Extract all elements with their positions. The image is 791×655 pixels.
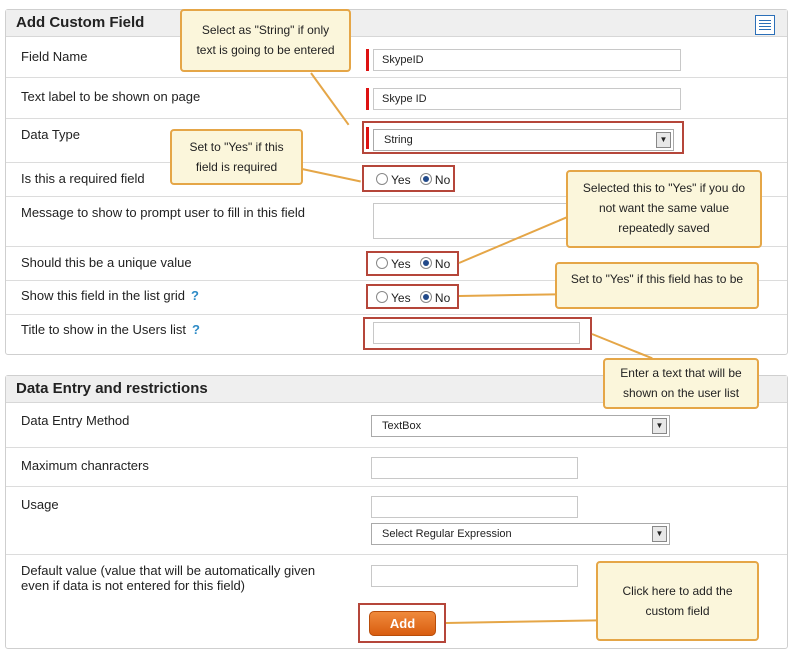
required-marker	[366, 49, 369, 71]
required-label: Is this a required field	[21, 171, 145, 186]
string-tip-callout	[180, 9, 351, 72]
required-tip-line2: field is required	[195, 160, 278, 174]
no-option[interactable]: No	[434, 291, 451, 305]
users-list-title-label-text: Title to show in the Users list	[21, 322, 186, 337]
yes-option[interactable]: Yes	[391, 173, 411, 187]
add-tip-line1: Click here to add the	[622, 584, 733, 598]
default-value-label-line1: Default value (value that will be automatically given	[21, 563, 316, 578]
no-option[interactable]: No	[434, 257, 451, 271]
unique-tip-line1: Selected this to "Yes" if you do	[582, 181, 746, 195]
radio-icon[interactable]	[376, 173, 388, 185]
panel-title: Data Entry and restrictions	[6, 376, 787, 403]
panel-title: Add Custom Field	[6, 10, 787, 37]
default-value-label	[21, 563, 315, 593]
unique-tip-line2: not want the same value	[598, 201, 730, 215]
users-list-title-label	[21, 322, 200, 337]
required-tip-line1: Set to "Yes" if this	[189, 140, 284, 154]
dropdown-arrow-icon: ▼	[656, 132, 671, 148]
regex-value: Select Regular Expression	[382, 528, 512, 540]
data-type-label: Data Type	[21, 127, 81, 142]
method-label: Data Entry Method	[21, 413, 130, 428]
max-chars-label: Maximum chanracters	[21, 458, 149, 473]
add-tip-callout	[596, 561, 759, 641]
list-tip-line1: Enter a text that will be	[620, 366, 742, 380]
regex-select[interactable]	[371, 523, 670, 545]
yes-option[interactable]: Yes	[391, 291, 411, 305]
unique-radio-group	[376, 257, 450, 271]
radio-icon[interactable]	[420, 173, 432, 185]
field-name-label: Field Name	[21, 49, 88, 64]
list-tip-line2: shown on the user list	[622, 386, 740, 400]
no-option[interactable]: No	[434, 173, 451, 187]
required-radio-group	[376, 173, 450, 187]
data-entry-method-select[interactable]	[371, 415, 670, 437]
data-type-value: String	[384, 134, 413, 146]
unique-tip-callout	[566, 170, 762, 248]
radio-icon[interactable]	[376, 257, 388, 269]
field-name-input[interactable]: SkypeID	[373, 49, 681, 71]
text-label-label: Text label to be shown on page	[21, 89, 201, 104]
users-list-title-input[interactable]	[373, 322, 580, 344]
unique-label: Should this be a unique value	[21, 255, 192, 270]
default-value-label-line2: even if data is not entered for this field)	[21, 578, 246, 593]
yes-option[interactable]: Yes	[391, 257, 411, 271]
default-value-input[interactable]	[371, 565, 578, 587]
radio-icon[interactable]	[420, 291, 432, 303]
string-tip-line1: Select as "String" if only	[201, 23, 330, 37]
required-marker	[366, 88, 369, 110]
usage-input[interactable]	[371, 496, 578, 518]
grid-tip-callout	[555, 262, 759, 309]
help-icon[interactable]: ?	[191, 288, 199, 303]
dropdown-arrow-icon: ▼	[652, 526, 667, 542]
list-grid-label	[21, 288, 199, 303]
list-tip-callout	[603, 358, 759, 409]
text-label-input[interactable]: Skype ID	[373, 88, 681, 110]
document-list-icon[interactable]	[755, 15, 775, 35]
unique-tip-line3: repeatedly saved	[618, 221, 710, 235]
data-type-select[interactable]	[373, 129, 674, 151]
grid-tip-line: Set to "Yes" if this field has to be	[570, 272, 744, 286]
list-grid-radio-group	[376, 291, 450, 305]
dropdown-arrow-icon: ▼	[652, 418, 667, 434]
add-button[interactable]: Add	[369, 611, 436, 636]
prompt-label: Message to show to prompt user to fill in this field	[21, 205, 305, 220]
radio-icon[interactable]	[376, 291, 388, 303]
radio-icon[interactable]	[420, 257, 432, 269]
add-tip-line2: custom field	[645, 604, 710, 618]
help-icon[interactable]: ?	[191, 322, 200, 337]
required-marker	[366, 127, 369, 149]
max-chars-input[interactable]	[371, 457, 578, 479]
usage-label: Usage	[21, 497, 59, 512]
data-entry-method-value: TextBox	[382, 420, 422, 432]
list-grid-label-text: Show this field in the list grid	[21, 288, 186, 303]
string-tip-line2: text is going to be entered	[196, 43, 335, 57]
required-tip-callout	[170, 129, 303, 185]
